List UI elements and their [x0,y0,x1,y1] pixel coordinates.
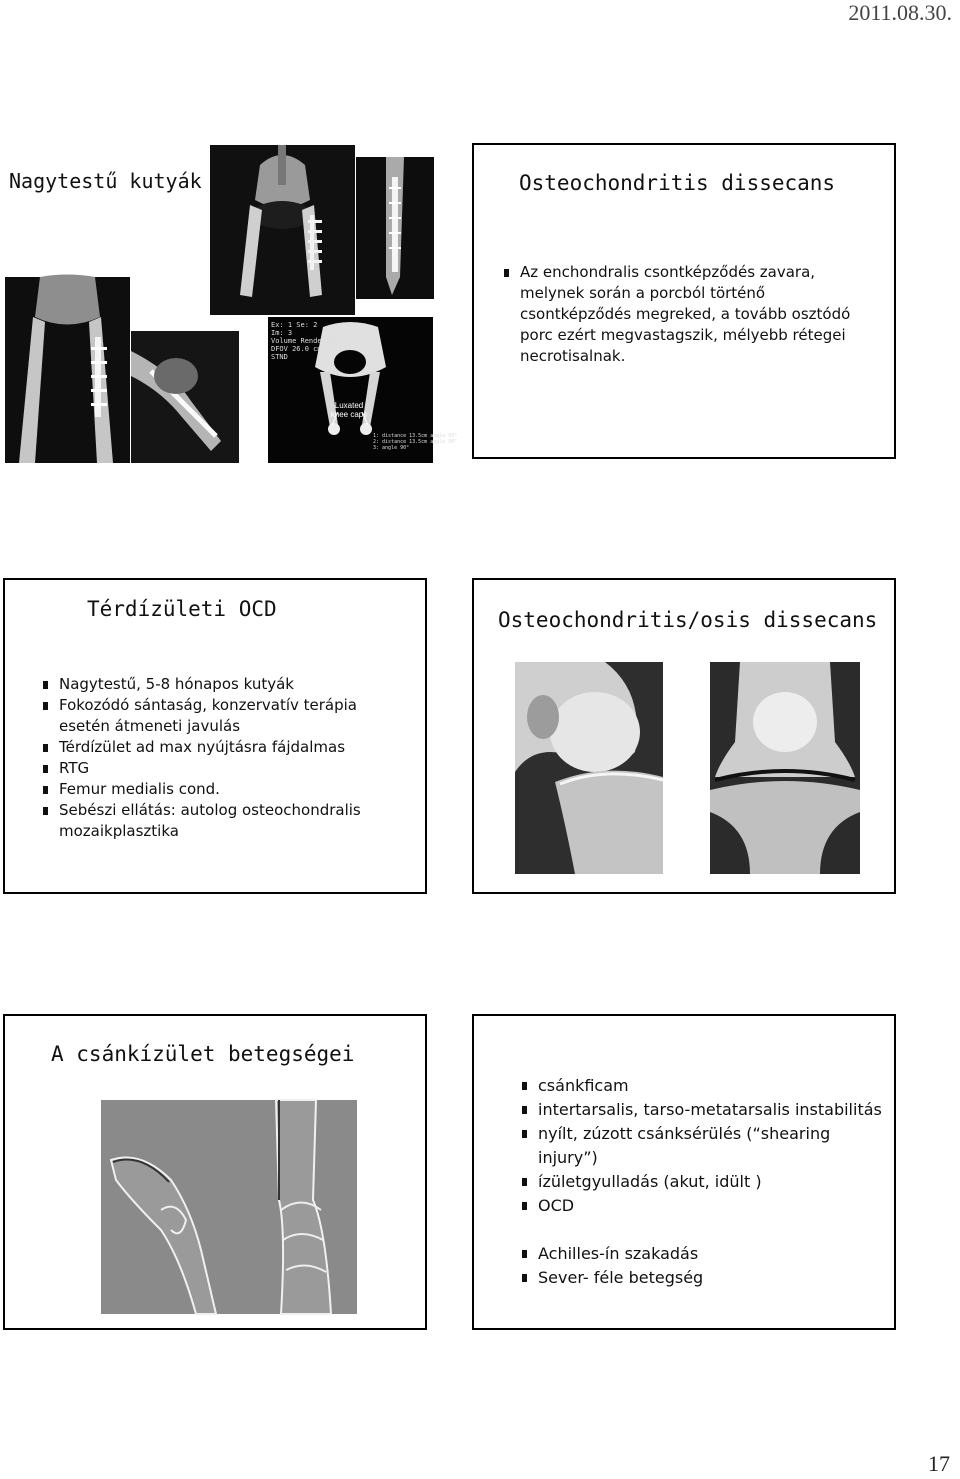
slide-large-dogs [3,143,458,459]
list-item: ízületgyulladás (akut, idült ) [522,1170,892,1194]
ct-label-luxated: Luxated knee caps [330,401,368,419]
xray-hindlimb-plate [5,277,130,463]
list-item: nyílt, zúzott csánksérülés (“shearing injury”) [522,1122,892,1170]
list-item: Nagytestű, 5-8 hónapos kutyák [43,674,373,695]
slide-ocd-images [472,578,896,894]
slide-title: Osteochondritis/osis dissecans [498,608,878,632]
xray-femur-lateral [356,157,434,299]
bullet-list [522,1074,892,1290]
slide-title: Nagytestű kutyák [9,169,202,193]
slide-stifle-ocd [3,578,427,894]
list-item: csánkficam [522,1074,892,1098]
list-item: RTG [43,758,373,779]
slide-title: Térdízületi OCD [87,597,277,621]
xray-stifle-lateral [515,662,663,874]
list-item: Achilles-ín szakadás [522,1242,892,1266]
list-item: Térdízület ad max nyújtásra fájdalmas [43,737,373,758]
list-item: Sever- féle betegség [522,1266,892,1290]
xray-tibia-plate [131,331,239,463]
list-item: Femur medialis cond. [43,779,373,800]
page-number: 17 [928,1451,950,1476]
xray-stifle-ap [710,662,860,874]
ct-info-text: Ex: 1 Se: 2 Im: 3 Volume Rendering DFOV 26.0 cm STND [271,321,339,361]
slide-title: A csánkízület betegségei [51,1042,355,1066]
list-item: Fokozódó sántaság, konzervatív terápia esetén átmeneti javulás [43,695,373,737]
list-item: Sebészi ellátás: autolog osteochondralis mozaikplasztika [43,800,373,842]
xray-hock-relief [101,1100,357,1314]
list-item: intertarsalis, tarso-metatarsalis instabilitás [522,1098,892,1122]
bullet-list [504,262,874,367]
list-item: Az enchondralis csontképződés zavara, melynek során a porcból történő csontképződés megreked, a tovább osztódó porc ezért megvastagszik, mélyebb rétegei necrotisalnak. [504,262,874,367]
slide-hock-diseases [3,1014,427,1330]
header-date: 2011.08.30. [848,0,952,25]
list-item: OCD [522,1194,892,1218]
slide-ocd-intro [472,143,896,459]
slide-title: Osteochondritis dissecans [519,171,836,195]
xray-pelvis-plate [210,145,355,315]
xray-ct-3d-pelvis [268,317,458,463]
ct-measurements: 1: distance 13.5cm angle 90° 2: distance 13.5cm angle 90° 3: angle 90° [373,433,458,451]
slide-hock-list [472,1014,896,1330]
bullet-list [43,674,373,842]
